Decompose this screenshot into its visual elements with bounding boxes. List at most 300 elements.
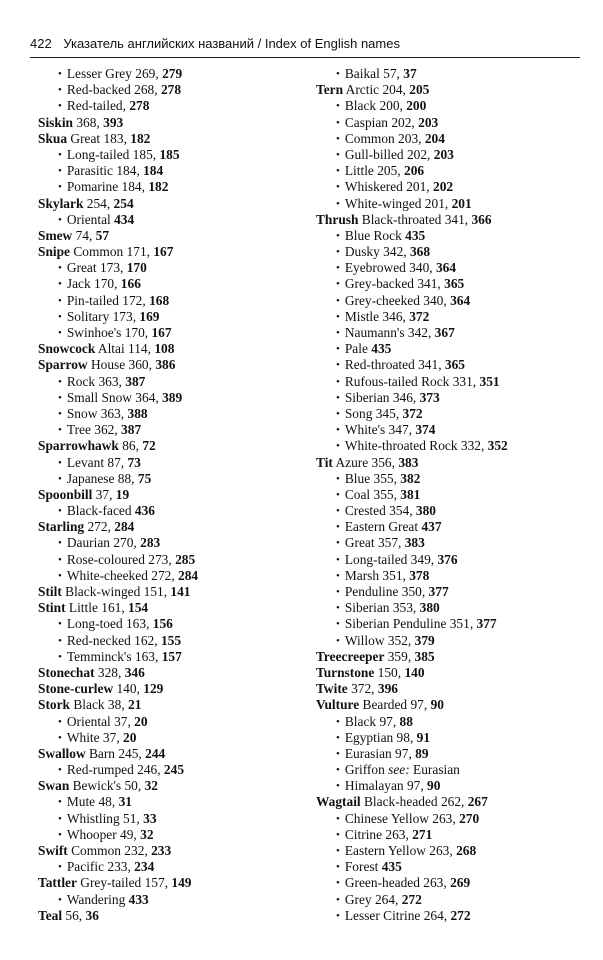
index-subentry <box>316 422 586 438</box>
entry-text: Swinhoe's 170, <box>66 325 152 340</box>
index-subentry <box>316 827 586 843</box>
plate-number: 36 <box>85 907 99 923</box>
plate-number: 254 <box>113 195 134 211</box>
index-subentry <box>38 568 308 584</box>
index-subentry <box>38 616 308 632</box>
plate-number: 205 <box>409 82 430 98</box>
index-subentry <box>38 730 308 746</box>
index-entry <box>38 244 308 260</box>
index-subentry <box>38 276 308 292</box>
plate-number: 184 <box>143 163 164 179</box>
plate-number: 201 <box>451 195 472 211</box>
plate-number: 374 <box>415 422 436 438</box>
index-subentry <box>38 309 308 325</box>
entry-text: Lesser Citrine 264, <box>344 907 451 923</box>
entry-text: White's 347, <box>344 422 416 438</box>
index-subentry <box>316 714 586 730</box>
entry-text: Pale <box>344 341 372 357</box>
entry-text: 56, <box>62 907 86 923</box>
index-subentry <box>316 179 586 195</box>
entry-text: Common 171, <box>70 244 154 260</box>
entry-heading: Swallow <box>38 745 86 761</box>
entry-heading: Starling <box>38 519 85 535</box>
entry-text: Red-rumped 246, <box>66 762 164 778</box>
entry-heading: Thrush <box>316 211 359 227</box>
entry-text: Eastern Great <box>344 519 422 535</box>
plate-number: 185 <box>159 146 180 162</box>
index-entry <box>316 697 586 713</box>
plate-number: 278 <box>129 98 150 114</box>
entry-text: Bewick's 50, <box>69 778 145 794</box>
entry-text: Song 345, <box>344 405 403 421</box>
index-subentry <box>316 811 586 827</box>
plate-number: 364 <box>435 260 457 276</box>
entry-text: 254, <box>83 195 114 211</box>
entry-text: Crested 354, <box>344 503 416 519</box>
entry-text: 74, <box>72 227 96 243</box>
entry-text: Black-headed 262, <box>360 794 468 810</box>
index-entry <box>316 455 586 471</box>
entry-text: Siberian 346, <box>344 389 420 405</box>
index-subentry <box>316 131 586 147</box>
entry-text: Blue 355, <box>344 470 401 486</box>
plate-number: 245 <box>163 762 185 778</box>
index-entry <box>38 228 308 244</box>
index-entry <box>38 681 308 697</box>
entry-text: Black 97, <box>344 713 400 729</box>
index-subentry <box>316 519 586 535</box>
entry-text: Citrine 263, <box>344 826 413 842</box>
plate-number: 156 <box>152 616 173 632</box>
index-subentry <box>316 357 586 373</box>
index-subentry <box>316 228 586 244</box>
plate-number: 233 <box>151 843 172 858</box>
entry-text: Marsh 351, <box>344 567 410 583</box>
index-subentry <box>38 390 308 406</box>
entry-text: Eyebrowed 340, <box>344 260 436 276</box>
plate-number: 378 <box>409 567 430 583</box>
plate-number: 203 <box>418 114 439 130</box>
index-subentry <box>316 487 586 503</box>
entry-heading: Spoonbill <box>38 486 93 502</box>
entry-text: Long-tailed 185, <box>66 146 160 162</box>
plate-number: 203 <box>433 146 454 162</box>
index-subentry <box>316 147 586 163</box>
plate-number: 388 <box>127 405 148 421</box>
plate-number: 435 <box>371 341 392 357</box>
entry-heading: Siskin <box>38 114 73 130</box>
entry-text: Naumann's 342, <box>344 325 435 340</box>
index-subentry <box>38 455 308 471</box>
plate-number: 368 <box>409 244 431 260</box>
index-subentry <box>38 633 308 649</box>
entry-text: Blue Rock <box>344 227 406 243</box>
index-subentry <box>38 503 308 519</box>
index-subentry <box>316 406 586 422</box>
entry-text: Rose-coloured 273, <box>66 551 176 567</box>
entry-heading: Smew <box>38 227 73 243</box>
entry-text: 140, <box>113 681 144 697</box>
plate-number: 141 <box>170 584 191 599</box>
entry-heading: Twite <box>316 681 348 697</box>
entry-heading: Stonechat <box>38 664 95 680</box>
index-subentry <box>316 66 586 82</box>
index-subentry <box>38 293 308 309</box>
plate-number: 372 <box>402 405 423 421</box>
plate-number: 155 <box>160 632 182 648</box>
plate-number: 284 <box>114 519 135 535</box>
entry-heading: Tattler <box>38 875 77 891</box>
plate-number: 72 <box>142 438 156 454</box>
index-subentry <box>38 811 308 827</box>
entry-heading: Sparrow <box>38 357 88 373</box>
index-subentry <box>316 341 586 357</box>
plate-number: 244 <box>145 745 166 761</box>
plate-number: 269 <box>450 875 471 891</box>
index-subentry <box>316 503 586 519</box>
index-subentry <box>38 714 308 730</box>
plate-number: 376 <box>437 551 458 567</box>
entry-text: Common 232, <box>67 843 152 858</box>
entry-heading: Stint <box>38 600 66 616</box>
entry-heading: Snipe <box>38 244 71 260</box>
entry-heading: Tit <box>316 454 333 470</box>
index-entry <box>316 665 586 681</box>
index-entry <box>316 681 586 697</box>
index-subentry <box>316 892 586 908</box>
entry-text: Lesser Grey 269, <box>66 66 163 81</box>
plate-number: 436 <box>134 503 155 519</box>
index-subentry <box>316 325 586 341</box>
plate-number: 268 <box>456 843 477 858</box>
entry-text: 368, <box>73 114 104 130</box>
entry-text: Eastern Yellow 263, <box>344 843 457 858</box>
index-subentry <box>316 568 586 584</box>
entry-text: Japanese 88, <box>66 470 138 486</box>
entry-text: 272, <box>84 519 115 535</box>
entry-heading: Swift <box>38 843 68 858</box>
entry-text: Baikal 57, <box>344 66 404 81</box>
index-entry <box>38 131 308 147</box>
index-subentry <box>316 584 586 600</box>
entry-heading: Tern <box>316 82 344 98</box>
index-subentry <box>316 115 586 131</box>
entry-text: Whiskered 201, <box>344 179 433 195</box>
entry-text: Great 173, <box>66 260 127 276</box>
index-subentry <box>316 600 586 616</box>
index-subentry <box>316 438 586 454</box>
plate-number: 283 <box>140 535 161 551</box>
entry-text: Black 38, <box>70 697 129 713</box>
index-entry <box>38 584 308 600</box>
entry-text: Parasitic 184, <box>66 163 144 179</box>
entry-text: Eurasian <box>409 762 460 778</box>
plate-number: 234 <box>134 859 155 875</box>
entry-text: Barn 245, <box>85 745 146 761</box>
plate-number: 271 <box>412 826 433 842</box>
index-subentry <box>38 179 308 195</box>
index-subentry <box>38 762 308 778</box>
plate-number: 57 <box>95 227 110 243</box>
header-rule <box>30 57 580 58</box>
entry-heading: Treecreeper <box>316 648 385 664</box>
index-subentry <box>38 374 308 390</box>
entry-text: Bearded 97, <box>359 697 431 713</box>
plate-number: 32 <box>144 778 158 794</box>
entry-text: Solitary 173, <box>66 308 140 324</box>
plate-number: 20 <box>123 729 137 745</box>
index-entry <box>38 697 308 713</box>
plate-number: 377 <box>476 616 497 632</box>
plate-number: 75 <box>137 470 152 486</box>
entry-text: Arctic 204, <box>343 82 410 98</box>
entry-text: Chinese Yellow 263, <box>344 810 460 826</box>
entry-heading: Teal <box>38 907 63 923</box>
cross-reference: see: <box>388 762 410 778</box>
index-subentry <box>316 163 586 179</box>
plate-number: 73 <box>127 454 141 470</box>
plate-number: 37 <box>403 66 417 81</box>
plate-number: 279 <box>162 66 183 81</box>
plate-number: 387 <box>121 422 142 438</box>
index-subentry <box>316 471 586 487</box>
index-subentry <box>38 98 308 114</box>
index-subentry <box>38 66 308 82</box>
index-subentry <box>38 422 308 438</box>
entry-text: 359, <box>384 648 415 664</box>
index-entry <box>38 746 308 762</box>
entry-heading: Skylark <box>38 195 84 211</box>
plate-number: 91 <box>416 729 431 745</box>
index-entry <box>38 357 308 373</box>
entry-text: Whistling 51, <box>66 810 144 826</box>
plate-number: 437 <box>421 519 442 535</box>
entry-text: Black-winged 151, <box>61 584 171 599</box>
plate-number: 272 <box>401 891 422 907</box>
index-subentry <box>316 908 586 924</box>
plate-number: 202 <box>433 179 454 195</box>
entry-heading: Vulture <box>316 697 360 713</box>
index-column-left <box>38 66 308 924</box>
entry-text: Grey-tailed 157, <box>76 875 172 891</box>
entry-text: White-throated Rock 332, <box>344 438 488 454</box>
plate-number: 149 <box>171 875 192 891</box>
plate-number: 108 <box>154 341 175 357</box>
plate-number: 167 <box>153 244 174 260</box>
index-entry <box>38 115 308 131</box>
entry-text: White-cheeked 272, <box>66 567 179 583</box>
plate-number: 364 <box>450 292 471 308</box>
entry-text: Grey-cheeked 340, <box>344 292 451 308</box>
plate-number: 382 <box>400 470 421 486</box>
entry-text: 86, <box>118 438 143 454</box>
index-column-right <box>316 66 586 924</box>
plate-number: 435 <box>405 227 426 243</box>
entry-text: Black-faced <box>66 503 135 519</box>
entry-heading: Stone-curlew <box>38 681 114 697</box>
index-entry <box>316 794 586 810</box>
plate-number: 381 <box>400 486 421 502</box>
entry-text: Long-toed 163, <box>66 616 153 632</box>
entry-text: Azure 356, <box>332 454 399 470</box>
plate-number: 365 <box>444 357 465 373</box>
plate-number: 433 <box>128 891 149 907</box>
plate-number: 169 <box>139 308 160 324</box>
index-subentry <box>316 859 586 875</box>
plate-number: 182 <box>130 130 151 146</box>
index-entry <box>38 875 308 891</box>
page-header <box>30 36 580 52</box>
entry-text: Forest <box>344 859 382 875</box>
entry-heading: Sparrowhawk <box>38 438 119 454</box>
index-subentry <box>316 778 586 794</box>
entry-text: Black 200, <box>344 98 407 114</box>
index-subentry <box>316 196 586 212</box>
entry-text: Pin-tailed 172, <box>66 292 150 308</box>
entry-text: Mistle 346, <box>344 308 410 324</box>
plate-number: 154 <box>128 600 149 616</box>
index-entry <box>316 212 586 228</box>
plate-number: 385 <box>414 648 435 664</box>
plate-number: 267 <box>467 794 488 810</box>
entry-heading: Swan <box>38 778 70 794</box>
index-entry <box>38 487 308 503</box>
index-subentry <box>316 552 586 568</box>
running-title: Указатель английских названий / Index of English names <box>63 36 400 51</box>
index-subentry <box>316 244 586 260</box>
entry-text: Temminck's 163, <box>66 648 162 664</box>
entry-text: Willow 352, <box>344 632 415 648</box>
entry-text: White-winged 201, <box>344 195 452 211</box>
entry-text: House 360, <box>87 357 156 373</box>
plate-number: 284 <box>178 567 199 583</box>
entry-text: Oriental 37, <box>66 713 135 729</box>
plate-number: 20 <box>134 713 148 729</box>
index-subentry <box>38 859 308 875</box>
index-entry <box>316 649 586 665</box>
index-subentry <box>38 147 308 163</box>
plate-number: 365 <box>444 276 465 292</box>
plate-number: 140 <box>404 664 425 680</box>
entry-text: Great 357, <box>344 535 405 551</box>
plate-number: 278 <box>160 82 182 98</box>
index-subentry <box>316 730 586 746</box>
index-entry <box>38 519 308 535</box>
plate-number: 372 <box>409 308 430 324</box>
plate-number: 352 <box>487 438 508 454</box>
index-subentry <box>316 276 586 292</box>
plate-number: 166 <box>120 276 141 292</box>
index-entry <box>316 82 586 98</box>
entry-text: Green-headed 263, <box>344 875 451 891</box>
entry-text: Eurasian 97, <box>344 745 416 761</box>
index-subentry <box>38 163 308 179</box>
entry-text: White 37, <box>66 729 124 745</box>
entry-text: Common 203, <box>344 130 425 146</box>
index-subentry <box>38 649 308 665</box>
entry-text: Grey-backed 341, <box>344 276 445 292</box>
entry-text: Pomarine 184, <box>66 179 149 195</box>
index-subentry <box>316 843 586 859</box>
entry-text: Oriental <box>66 211 115 227</box>
plate-number: 383 <box>404 535 425 551</box>
plate-number: 396 <box>377 681 398 697</box>
plate-number: 435 <box>381 859 402 875</box>
plate-number: 389 <box>162 389 183 405</box>
entry-text: Siberian 353, <box>344 600 420 616</box>
plate-number: 434 <box>114 211 135 227</box>
entry-text: Rock 363, <box>66 373 126 389</box>
entry-text: Red-backed 268, <box>66 82 161 98</box>
index-subentry <box>38 892 308 908</box>
plate-number: 379 <box>414 632 435 648</box>
index-subentry <box>38 406 308 422</box>
entry-text: Tree 362, <box>66 422 122 438</box>
entry-text: 372, <box>347 681 378 697</box>
plate-number: 386 <box>155 357 176 373</box>
plate-number: 33 <box>143 810 157 826</box>
entry-text: Coal 355, <box>344 486 401 502</box>
plate-number: 367 <box>434 325 455 340</box>
plate-number: 387 <box>125 373 146 389</box>
index-entry <box>38 600 308 616</box>
index-entry <box>38 438 308 454</box>
entry-text: Black-throated 341, <box>358 211 472 227</box>
plate-number: 272 <box>450 907 471 923</box>
entry-text: Red-tailed, <box>66 98 130 114</box>
entry-text: Great 183, <box>67 130 131 146</box>
entry-text: Small Snow 364, <box>66 389 163 405</box>
index-subentry <box>316 309 586 325</box>
index-subentry <box>316 762 586 778</box>
entry-text: Little 205, <box>344 163 404 179</box>
entry-text: Levant 87, <box>66 454 128 470</box>
index-subentry <box>316 260 586 276</box>
index-subentry <box>38 535 308 551</box>
index-subentry <box>316 633 586 649</box>
index-subentry <box>316 875 586 891</box>
index-entry <box>38 196 308 212</box>
entry-text: 328, <box>94 664 125 680</box>
plate-number: 21 <box>128 697 142 713</box>
entry-text: Red-necked 162, <box>66 632 161 648</box>
plate-number: 19 <box>115 486 130 502</box>
index-subentry <box>38 82 308 98</box>
plate-number: 366 <box>471 211 492 227</box>
index-subentry <box>316 616 586 632</box>
entry-text: Egyptian 98, <box>344 729 417 745</box>
entry-heading: Turnstone <box>316 664 375 680</box>
plate-number: 285 <box>175 551 196 567</box>
entry-text: 150, <box>374 664 405 680</box>
entry-text: Rufous-tailed Rock 331, <box>344 373 480 389</box>
entry-text: Caspian 202, <box>344 114 419 130</box>
index-subentry <box>38 260 308 276</box>
entry-text: Siberian Penduline 351, <box>344 616 477 632</box>
entry-heading: Snowcock <box>38 341 96 357</box>
entry-text: Snow 363, <box>66 405 128 421</box>
entry-text: Whooper 49, <box>66 826 141 842</box>
plate-number: 182 <box>148 179 169 195</box>
entry-text: Long-tailed 349, <box>344 551 438 567</box>
plate-number: 377 <box>428 584 449 599</box>
plate-number: 380 <box>415 503 436 519</box>
index-subentry <box>316 374 586 390</box>
index-subentry <box>38 212 308 228</box>
entry-text: Altai 114, <box>95 341 155 357</box>
entry-text: Wandering <box>66 891 129 907</box>
plate-number: 380 <box>419 600 440 616</box>
